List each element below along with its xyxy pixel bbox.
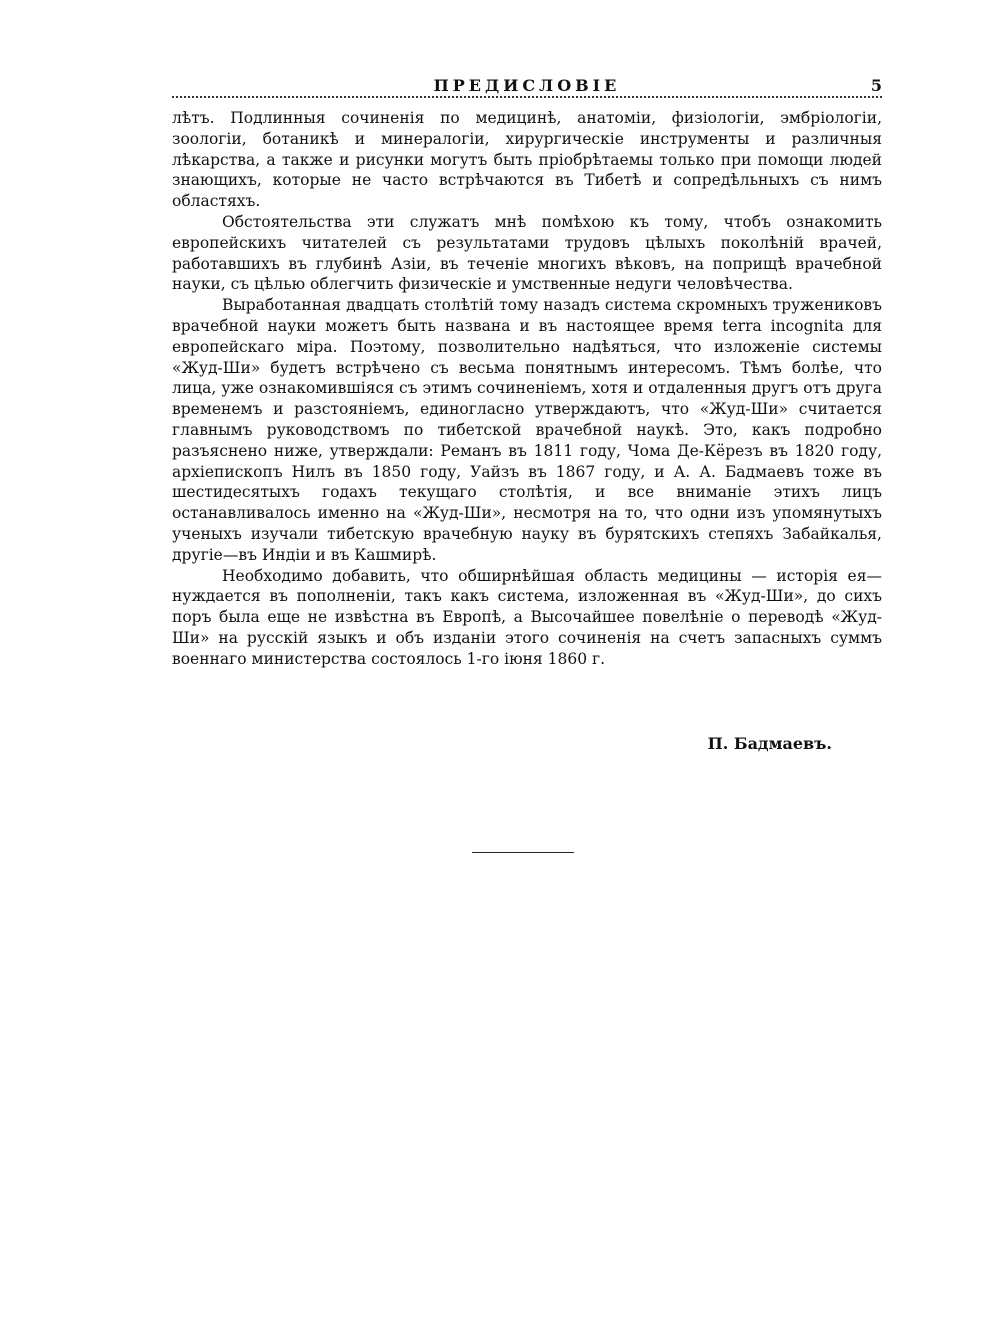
running-title: ПРЕДИСЛОВІЕ	[433, 76, 621, 95]
page-number: 5	[870, 76, 882, 95]
end-rule	[472, 852, 574, 853]
paragraph: Обстоятельства эти служатъ мнѣ помѣхою къ тому, чтобъ ознакомить европейскихъ читателей съ результатами трудовъ цѣлыхъ поколѣній врачей, работавшихъ въ глубинѣ Азіи, въ теченіе многихъ вѣковъ, на поприщѣ врачебной науки, съ цѣлью облегчить физическіе и умственные недуги человѣчества.	[172, 212, 882, 294]
paragraph: Необходимо добавить, что обширнѣйшая область медицины — исторія ея—нуждается въ пополненіи, такъ какъ система, изложенная въ «Жуд-Ши», до сихъ поръ была еще не извѣстна въ Европѣ, а Высочайшее повелѣніе о переводѣ «Жуд-Ши» на русскій языкъ и объ изданіи этого сочиненія на счетъ запасныхъ суммъ военнаго министерства состоялось 1-го іюня 1860 г.	[172, 566, 882, 668]
author-signature: П. Бадмаевъ.	[707, 734, 832, 753]
paragraph: Выработанная двадцать столѣтій тому назадъ система скромныхъ тружениковъ врачебной науки можетъ быть названа и въ настоящее время terra incognita для европейскаго міра. Поэтому, позволительно надѣяться, что изложеніе системы «Жуд-Ши» будетъ встрѣчено съ весьма понятнымъ интересомъ. Тѣмъ болѣе, что лица, уже ознакомившіяся съ этимъ сочиненіемъ, хотя и отдаленныя другъ отъ друга временемъ и разстояніемъ, единогласно утверждаютъ, что «Жуд-Ши» считается главнымъ руководствомъ по тибетской врачебной наукѣ. Это, какъ подробно разъяснено ниже, утверждали: Реманъ въ 1811 году, Чома Де-Кёрезъ въ 1820 году, архіепископъ Нилъ въ 1850 году, Уайзъ въ 1867 году, и А. А. Бадмаевъ тоже въ шестидесятыхъ годахъ текущаго столѣтія, и все вниманіе этихъ лицъ останавливалось именно на «Жуд-Ши», несмотря на то, что одни изъ упомянутыхъ ученыхъ изучали тибетскую врачебную науку въ бурятскихъ степяхъ Забайкалья, другіе—въ Индіи и въ Кашмирѣ.	[172, 296, 882, 564]
preface-body	[172, 108, 882, 670]
paragraph-continued: лѣтъ. Подлинныя сочиненія по медицинѣ, анатоміи, физіологіи, эмбріологіи, зоологіи, ботаникѣ и минералогіи, хирургическіе инструменты и различныя лѣкарства, а также и рисунки могутъ быть пріобрѣтаемы только при помощи людей знающихъ, которые не часто встрѣчаются въ Тибетѣ и сопредѣльныхъ съ нимъ областяхъ.	[172, 109, 882, 211]
page-header	[172, 74, 882, 100]
header-rule	[172, 96, 882, 98]
